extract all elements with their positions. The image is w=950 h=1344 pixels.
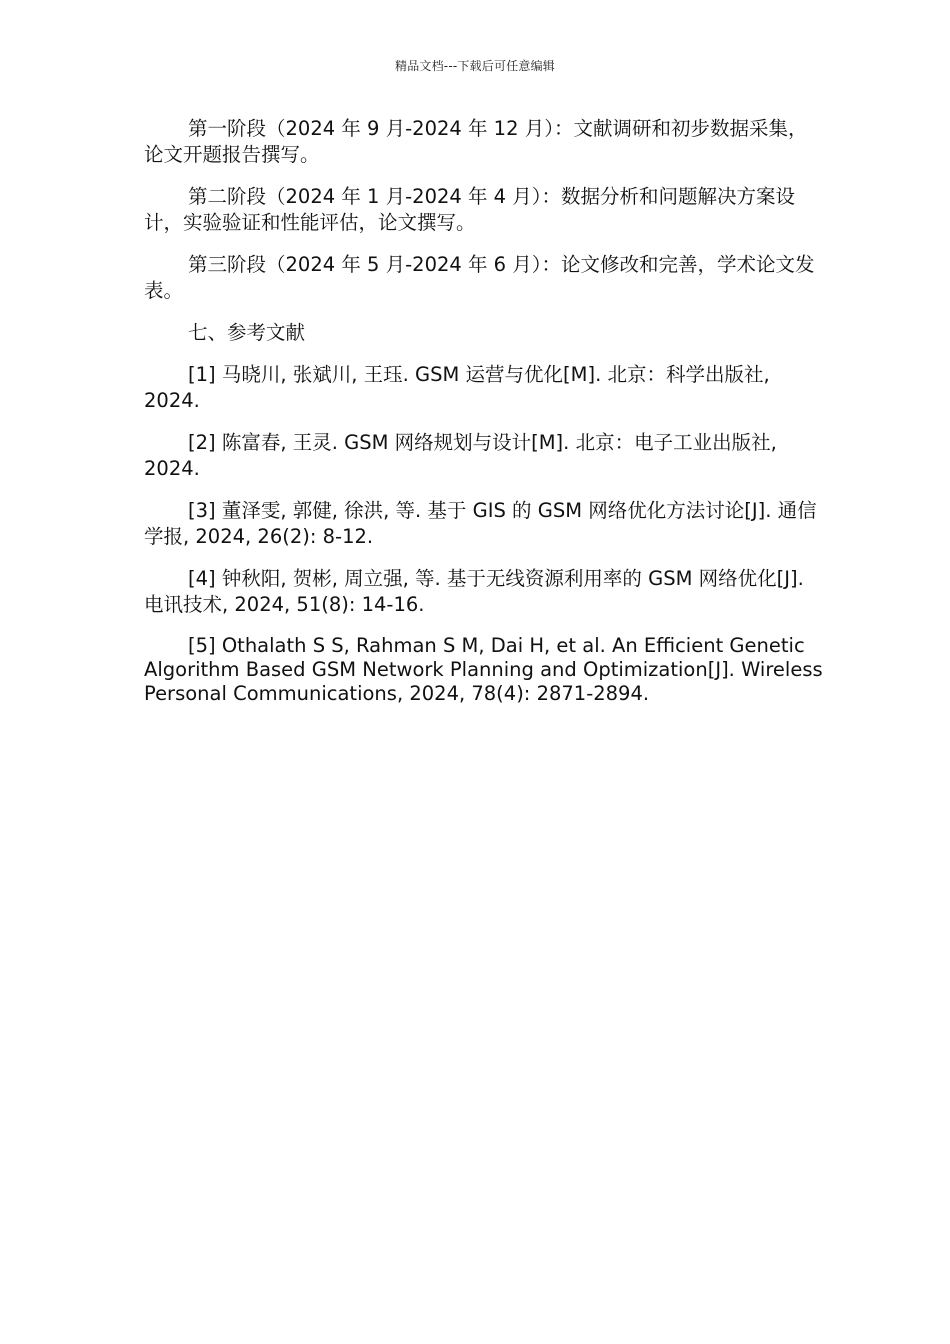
document-body (144, 116, 824, 722)
references-heading: 七、参考文献 (188, 321, 306, 344)
reference-1: [1] 马晓川, 张斌川, 王珏. GSM 运营与优化[M]. 北京：科学出版社, 2024. (144, 363, 770, 412)
reference-4: [4] 钟秋阳, 贺彬, 周立强, 等. 基于无线资源利用率的 GSM 网络优化[J]. 电讯技术, 2024, 51(8): 14-16. (144, 567, 804, 616)
schedule-phase-2: 第二阶段（2024 年 1 月-2024 年 4 月）：数据分析和问题解决方案设计，实验验证和性能评估，论文撰写。 (144, 185, 796, 234)
reference-2: [2] 陈富春, 王灵. GSM 网络规划与设计[M]. 北京：电子工业出版社, 2024. (144, 431, 777, 480)
schedule-phase-1: 第一阶段（2024 年 9 月-2024 年 12 月）：文献调研和初步数据采集，论文开题报告撰写。 (144, 117, 808, 166)
reference-5: [5] Othalath S S, Rahman S M, Dai H, et al. An Efficient Genetic Algorithm Based GSM Network Planning and Optimization[J]. Wireless Personal Communications, 2024, 78(4): 2871-2894. (144, 634, 823, 705)
reference-3: [3] 董泽雯, 郭健, 徐洪, 等. 基于 GIS 的 GSM 网络优化方法讨论[J]. 通信学报, 2024, 26(2): 8-12. (144, 499, 817, 548)
page-header: 精品文档---下载后可任意编辑 (395, 59, 555, 73)
schedule-phase-3: 第三阶段（2024 年 5 月-2024 年 6 月）：论文修改和完善，学术论文发表。 (144, 253, 815, 302)
